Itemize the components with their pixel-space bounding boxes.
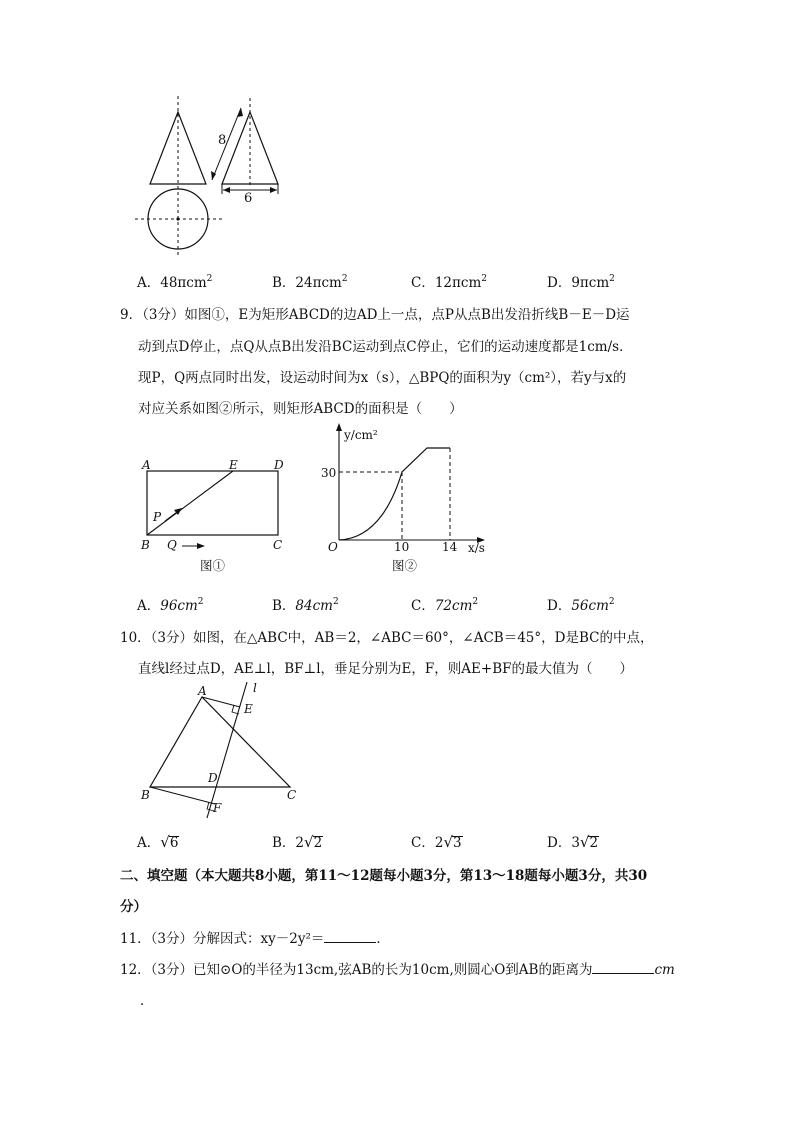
q11-answer-blank[interactable] xyxy=(324,930,376,943)
label-a: A xyxy=(198,684,207,698)
q10-text-line-2: 直线l经过点D，AE⊥l，BF⊥l，垂足分别为E，F，则AE+BF的最大值为（ ） xyxy=(138,661,633,677)
label-a: A xyxy=(142,458,151,472)
q9-option-a[interactable]: A．$96cm^2$ xyxy=(137,597,204,614)
q10-option-c[interactable]: C．2√3 xyxy=(411,833,462,851)
label-d: D xyxy=(274,458,284,472)
section-2-heading: 二、填空题（本大题共8小题，第11～12题每小题3分，第13～18题每小题3分，共30 xyxy=(120,868,648,884)
q8-option-c[interactable]: C．12πcm$^2$ xyxy=(411,274,487,291)
cone-three-views-figure xyxy=(130,92,300,262)
q9-text-line-2: 动到点D停止，点Q从点B出发沿BC运动到点C停止，它们的运动速度都是1cm/s． xyxy=(138,339,633,355)
q8-option-d[interactable]: D．9πcm$^2$ xyxy=(547,274,615,291)
q9-option-b[interactable]: B．$84cm^2$ xyxy=(272,597,339,614)
label-b: B xyxy=(141,788,150,802)
y-axis-label: y/cm² xyxy=(344,428,378,442)
q9-option-d[interactable]: D．$56cm^2$ xyxy=(547,597,615,614)
q12-text: 12．（3分）已知⊙O的半径为13cm,弦AB的长为10cm,则圆心O到AB的距离为 cm xyxy=(120,962,675,978)
origin-label: O xyxy=(328,540,338,554)
q9-text-line-1: 9．（3分）如图①，E为矩形ABCD的边AD上一点，点P从点B出发沿折线B－E－D运 xyxy=(120,307,630,323)
y-tick-30: 30 xyxy=(321,466,337,480)
q11-text: 11．（3分）分解因式：xy－2y²＝ ． xyxy=(120,931,390,947)
q10-option-d[interactable]: D．3√2 xyxy=(547,833,599,851)
slant-length-label: 8 xyxy=(218,133,227,148)
q9-rectangle-figure xyxy=(135,455,295,555)
q9-option-c[interactable]: C．$72cm^2$ xyxy=(411,597,479,614)
label-q: Q xyxy=(167,538,177,552)
q8-option-a[interactable]: A．48πcm$^2$ xyxy=(137,274,213,291)
figure-2-caption: 图② xyxy=(392,558,418,573)
figure-1-caption: 图① xyxy=(200,558,226,573)
q12-end-mark: ． xyxy=(140,993,154,1009)
label-b: B xyxy=(141,538,150,552)
q10-option-a[interactable]: A．√6 xyxy=(137,833,179,851)
label-c: C xyxy=(287,788,297,802)
label-d: D xyxy=(208,771,218,785)
label-c: C xyxy=(273,538,283,552)
x-tick-10: 10 xyxy=(394,540,410,554)
q8-option-b[interactable]: B．24πcm$^2$ xyxy=(272,274,348,291)
base-length-label: 6 xyxy=(244,191,253,206)
x-tick-14: 14 xyxy=(442,540,458,554)
label-p: P xyxy=(153,510,162,524)
label-f: F xyxy=(213,801,222,815)
q9-text-line-3: 现P，Q两点同时出发，设运动时间为x（s），△BPQ的面积为y（cm²），若y与x的 xyxy=(138,370,627,386)
label-l: l xyxy=(253,681,257,695)
label-e: E xyxy=(244,702,253,716)
q10-text-line-1: 10．（3分）如图，在△ABC中，AB＝2，∠ABC＝60°，∠ACB＝45°，D是BC的中点， xyxy=(120,630,654,646)
label-e: E xyxy=(229,458,238,472)
x-axis-label: x/s xyxy=(468,541,485,555)
q10-triangle-figure xyxy=(135,680,305,820)
q9-text-line-4: 对应关系如图②所示，则矩形ABCD的面积是（ ） xyxy=(138,401,463,417)
q12-answer-blank[interactable] xyxy=(592,961,654,974)
section-2-heading-cont: 分） xyxy=(120,899,147,915)
q10-option-b[interactable]: B．2√2 xyxy=(272,833,323,851)
